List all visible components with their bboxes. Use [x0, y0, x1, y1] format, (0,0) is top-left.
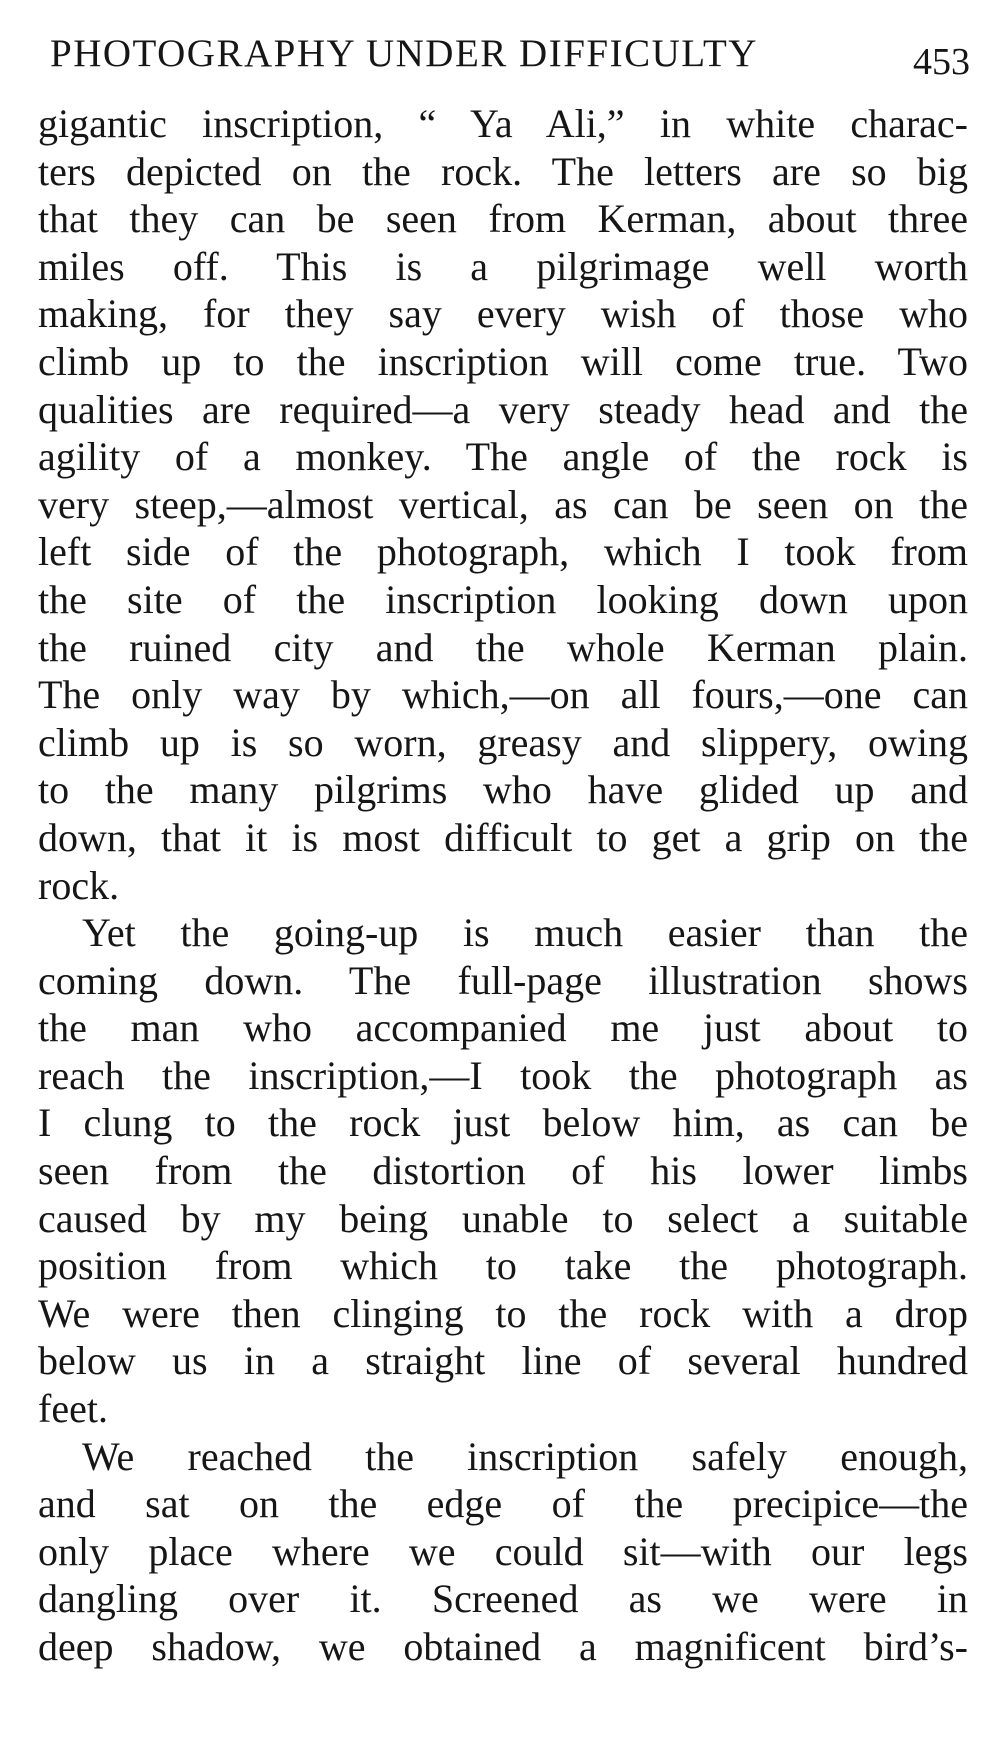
text-line: deep shadow, we obtained a magnificent bird’s- — [38, 1624, 968, 1669]
text-line: the man who accompanied me just about to — [38, 1005, 968, 1051]
running-head-title: PHOTOGRAPHY UNDER DIFFICULTY — [50, 32, 758, 75]
text-line: rock. — [38, 862, 120, 908]
text-line: miles off. This is a pilgrimage well worth — [38, 243, 968, 289]
text-line: feet. — [38, 1386, 108, 1432]
paragraph-2 — [38, 909, 968, 1433]
text-line: and sat on the edge of the precipice—the — [38, 1481, 968, 1527]
text-line: We reached the inscription safely enough, — [82, 1433, 968, 1479]
text-line: reach the inscription,—I took the photograph as — [38, 1052, 968, 1098]
text-line: agility of a monkey. The angle of the rock is — [38, 434, 968, 480]
body-text — [38, 100, 968, 1671]
text-line: the site of the inscription looking down upon — [38, 576, 968, 622]
text-line: climb up to the inscription will come true. Two — [38, 338, 968, 384]
text-line: coming down. The full-page illustration shows — [38, 957, 968, 1003]
text-line: climb up is so worn, greasy and slippery, owing — [38, 719, 968, 765]
text-line: seen from the distortion of his lower limbs — [38, 1148, 968, 1194]
text-line: caused by my being unable to select a suitable — [38, 1195, 968, 1241]
text-line: making, for they say every wish of those who — [38, 291, 968, 337]
text-line: We were then clinging to the rock with a drop — [38, 1290, 968, 1336]
running-head — [40, 28, 970, 88]
text-line: left side of the photograph, which I took from — [38, 529, 968, 575]
text-line: the ruined city and the whole Kerman plain. — [38, 624, 968, 670]
page-number: 453 — [913, 41, 970, 83]
paragraph-3 — [38, 1433, 968, 1671]
text-line: I clung to the rock just below him, as can be — [38, 1100, 968, 1146]
text-line: ters depicted on the rock. The letters are so big — [38, 148, 968, 194]
text-line: Yet the going-up is much easier than the — [82, 910, 968, 956]
text-line: only place where we could sit—with our legs — [38, 1528, 968, 1574]
text-line: position from which to take the photograph. — [38, 1243, 968, 1289]
text-line: very steep,—almost vertical, as can be seen on the — [38, 481, 968, 527]
text-line: gigantic inscription, “ Ya Ali,” in white charac- — [38, 101, 968, 146]
text-line: qualities are required—a very steady head and the — [38, 386, 968, 432]
paragraph-1 — [38, 100, 968, 909]
text-line: below us in a straight line of several hundred — [38, 1338, 968, 1384]
text-line: The only way by which,—on all fours,—one can — [38, 672, 968, 718]
text-line: dangling over it. Screened as we were in — [38, 1576, 968, 1622]
text-line: down, that it is most difficult to get a grip on the — [38, 814, 968, 860]
text-line: to the many pilgrims who have glided up and — [38, 767, 968, 813]
text-line: that they can be seen from Kerman, about three — [38, 196, 968, 242]
